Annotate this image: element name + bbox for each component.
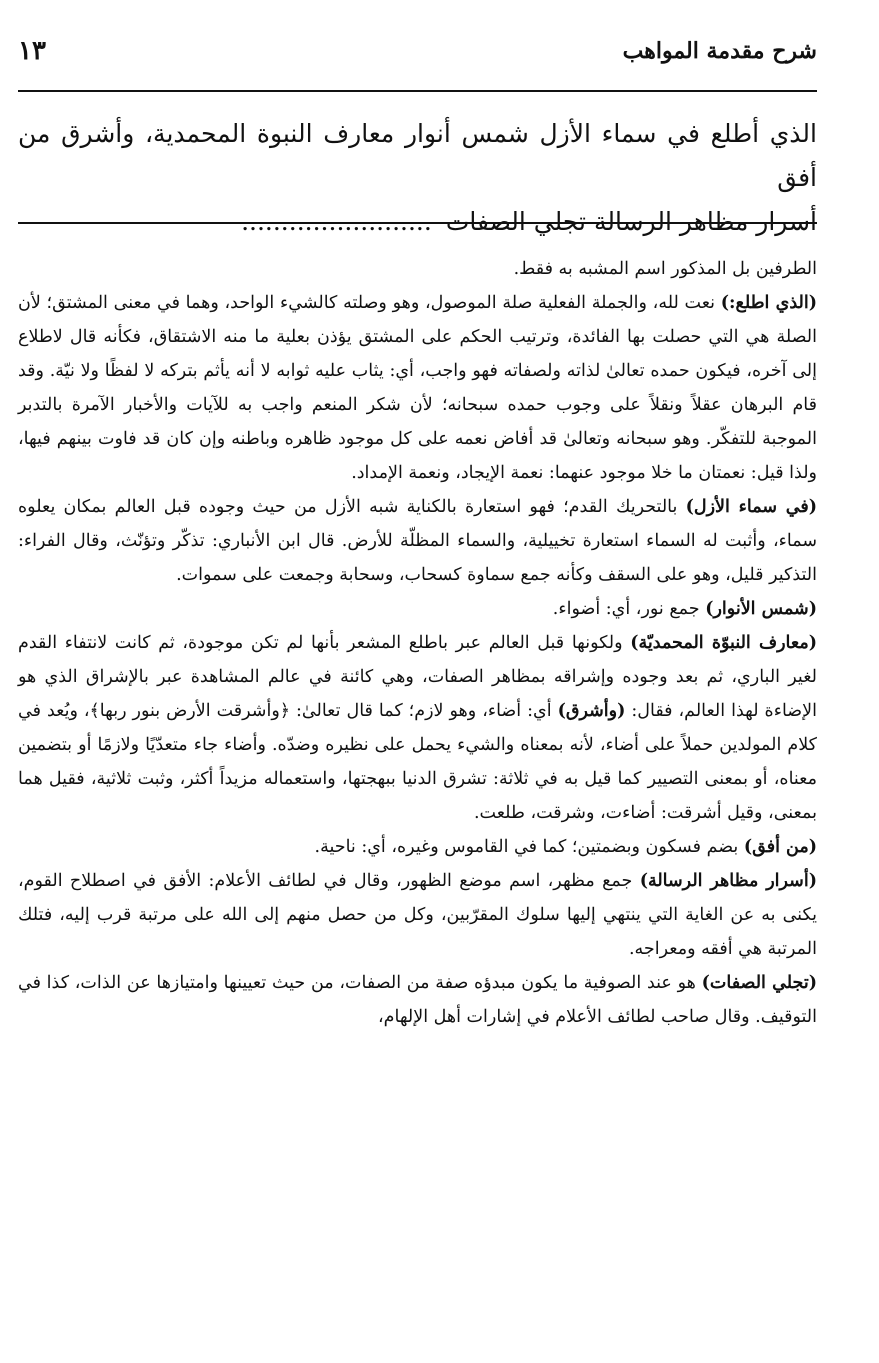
paragraph-text: ولكونها قبل العالم عبر باطلع المشعر بأنها لم تكن موجودة، ثم كانت لانتفاء القدم لغير الباري، ثم بعد وجوده وإشراقه بمظاهر الصفات، وهي كائنة في عالم المشاهدة عبر بالإشراق الذي هو الإضاءة لهذا العالم، فقال: [18, 633, 817, 721]
paragraph-text: بالتحريك القدم؛ فهو استعارة بالكناية شبه الأزل من حيث وجوده قبل العالم بمكان يعلوه سماء، وأثبت له السماء استعارة تخييلية، والسماء المظلّة للأرض. قال ابن الأنباري: تذكّر وتؤنّث، وقال الفراء: التذكير قليل، وهو على السقف وكأنه جمع سماوة كسحاب، وسحابة وجمعت على سموات. [18, 497, 817, 585]
lemma: (في سماء الأزل) [685, 497, 817, 517]
matn-line-1: الذي أطلع في سماء الأزل شمس أنوار معارف النبوة المحمدية، وأشرق من أفق [18, 119, 817, 192]
lemma: (الذي اطلع:) [720, 293, 818, 313]
commentary-paragraph [18, 490, 817, 592]
matn-text [18, 112, 817, 244]
commentary-paragraph [18, 286, 817, 490]
paragraph-text: جمع نور، أي: أضواء. [552, 599, 706, 619]
commentary-paragraph [18, 864, 817, 966]
paragraph-text: أي: أضاء، وهو لازم؛ كما قال تعالىٰ: ﴿وأشرقت الأرض بنور ربها﴾، ويُعد في كلام المولدين حملاً على أضاء، لأنه بمعناه والشيء يحمل على نظيره وضدّه. وأضاء جاء متعدّيًا ولازمًا أو بتضمين معناه، أو بمعنى التصيير كما قيل به في ثلاثة: تشرق الدنيا ببهجتها، واستعماله مزيداً أكثر، وثبت ثلاثية، فقيل هما بمعنى، وقيل أشرقت: أضاءت، وشرقت، طلعت. [18, 701, 817, 823]
commentary-paragraph [18, 592, 817, 626]
matn-ellipsis: ........................ [241, 207, 432, 236]
lemma: (معارف النبوّة المحمديّة) [630, 633, 817, 653]
commentary-paragraph [18, 966, 817, 1034]
paragraph-text: جمع مظهر، اسم موضع الظهور، وقال في لطائف الأعلام: الأفق في اصطلاح القوم، يكنى به عن الغاية التي ينتهي إليها سلوك المقرّبين، وكل من حصل منهم إلى الله على مرتبة قرب إليه، فتلك المرتبة هي أفقه ومعراجه. [18, 871, 817, 959]
lemma: (أسرار مظاهر الرسالة) [639, 871, 817, 891]
commentary-paragraph [18, 626, 817, 830]
page-number: ١٣ [18, 36, 46, 66]
lemma: (شمس الأنوار) [705, 599, 817, 619]
matn-line-2-text: أسرار مظاهر الرسالة تجلي الصفات [445, 207, 817, 236]
matn-divider [18, 222, 817, 224]
paragraph-text: نعت لله، والجملة الفعلية صلة الموصول، وهو وصلته كالشيء الواحد، وهما في معنى المشتق؛ لأن الصلة هي التي حصلت بها الفائدة، وترتيب الحكم على المشتق يؤذن بعلية ما منه الاشتقاق، فكأنه قال لاطلاع إلى آخره، فيكون حمده تعالىٰ لذاته ولصفاته فهو واجب، أي: يثاب عليه ثوابه لا أنه يأثم بتركه لا لفظًا ولا نيّة. وقد قام البرهان عقلاً ونقلاً على وجوب حمده سبحانه؛ لأن شكر المنعم واجب به للآيات والأخبار الآمرة بالتدبر الموجبة للتفكّر. وهو سبحانه وتعالىٰ قد أفاض نعمه على كل موجود ظاهره وباطنه وإن كان قد فاوت بينهم فيها، ولذا قيل: نعمتان ما خلا موجود عنهما: نعمة الإيجاد، ونعمة الإمداد. [18, 293, 817, 483]
lemma: (وأشرق) [557, 701, 626, 721]
commentary-body [18, 252, 817, 1034]
header-divider [18, 90, 817, 92]
lemma: (تجلي الصفات) [701, 973, 818, 993]
commentary-paragraph [18, 830, 817, 864]
page-header [18, 30, 817, 78]
paragraph-text: هو عند الصوفية ما يكون مبدؤه صفة من الصفات، من حيث تعيينها وامتيازها عن الذات، كذا في التوقيف. وقال صاحب لطائف الأعلام في إشارات أهل الإلهام، [18, 973, 817, 1027]
lemma: (من أفق) [743, 837, 817, 857]
commentary-intro: الطرفين بل المذكور اسم المشبه به فقط. [513, 259, 817, 279]
running-title: شرح مقدمة المواهب [622, 38, 817, 64]
paragraph-text: بضم فسكون وبضمتين؛ كما في القاموس وغيره، أي: ناحية. [314, 837, 744, 857]
